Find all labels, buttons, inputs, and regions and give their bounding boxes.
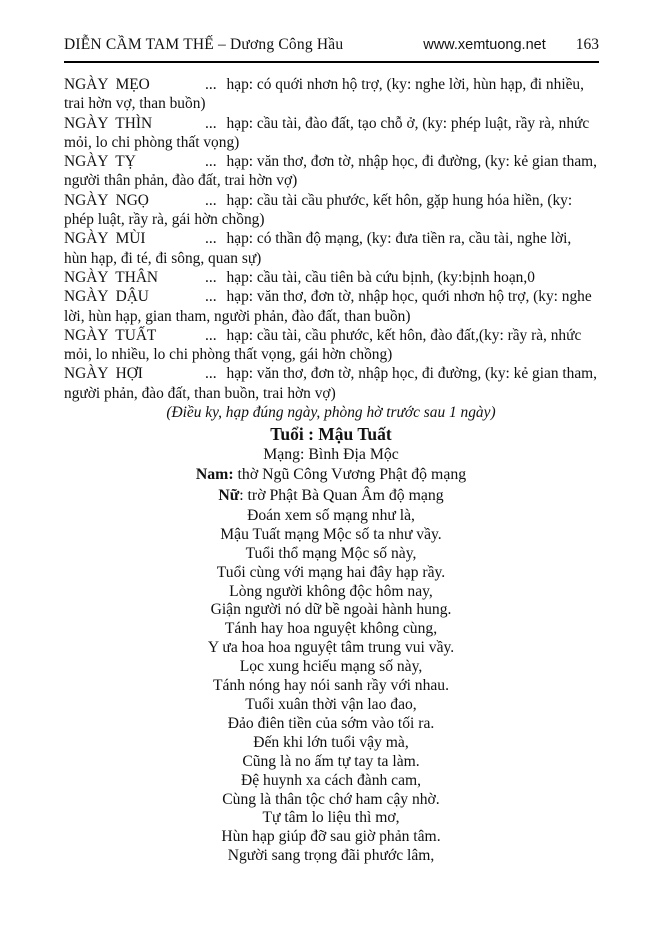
day-desc: hạp: cầu tài, đào đất, tạo chỗ ở, (ky: phép luật, rầy rà, nhức mỏi, lo chi phòng thất vọng) <box>64 114 590 151</box>
day-entry-ty <box>64 152 598 191</box>
ellipsis: ... <box>205 153 217 171</box>
caution-note: (Điều ky, hạp đúng ngày, phòng hờ trước sau 1 ngày) <box>166 404 496 422</box>
ellipsis: ... <box>205 268 217 286</box>
book-title: DIỄN CẦM TAM THẾ – Dương Công Hầu <box>64 36 344 53</box>
poem-line: Lọc xung hciếu mạng số này, <box>239 658 423 676</box>
poem-line: Tánh nóng hay nói sanh rầy với nhau. <box>212 677 450 695</box>
day-desc: hạp: có quới nhơn hộ trợ, (ky: nghe lời, hùn hạp, đi nhiều, trai hờn vợ, than buồn) <box>64 76 584 113</box>
poem-line: Đệ huynh xa cách đành cam, <box>240 771 422 789</box>
page-content <box>64 75 598 866</box>
nam-line <box>64 465 598 485</box>
day-desc: hạp: văn thơ, đơn tờ, nhập học, đi đường, (ky: kẻ gian tham, người thân phản, đào đất, trai hờn vợ) <box>64 153 597 190</box>
poem-line: Tự tâm lo liệu thì mơ, <box>262 809 400 827</box>
day-entry-meo <box>64 75 598 114</box>
day-name: NGÀY MẸO <box>64 76 150 93</box>
day-name: NGÀY THÌN <box>64 114 153 132</box>
poem-line: Cùng là thân tộc chớ ham cậy nhờ. <box>222 790 440 808</box>
ellipsis: ... <box>205 365 217 383</box>
nam-label: Nam: <box>195 466 234 484</box>
fortune-poem <box>64 507 598 866</box>
poem-line: Cũng là no ấm tự tay ta làm. <box>242 752 420 770</box>
poem-line: Đoán xem số mạng như là, <box>247 506 415 524</box>
day-desc: hạp: cầu tài, cầu phước, kết hôn, đào đất,(ky: rầy rà, nhức mỏi, lo nhiều, lo chi phòng thất vọng, gái hờn chồng) <box>64 326 582 364</box>
header-right <box>423 36 599 54</box>
day-entry-thin <box>64 114 598 153</box>
age-title: Tuổi : Mậu Tuất <box>270 424 392 445</box>
poem-line: Đến khi lớn tuổi vậy mà, <box>253 733 409 751</box>
day-entry-ngo <box>64 191 598 230</box>
poem-line: Tuổi thổ mạng Mộc số này, <box>245 544 417 562</box>
day-name: NGÀY TUẤT <box>64 326 157 344</box>
poem-line: Tuổi xuân thời vận lao đao, <box>245 696 417 713</box>
ellipsis: ... <box>205 114 217 132</box>
poem-line: Tánh hay hoa nguyệt không cùng, <box>224 620 438 638</box>
destiny-line: Mạng: Bình Địa Mộc <box>263 446 399 464</box>
day-name: NGÀY DẬU <box>64 288 149 306</box>
day-desc: hạp: cầu tài, cầu tiên bà cứu bịnh, (ky:bịnh hoạn,0 <box>226 268 535 286</box>
day-desc: hạp: văn thơ, đơn tờ, nhập học, đi đường, (ky: kẻ gian tham, người phản, đào đất, than buồn, trai hờn vợ) <box>64 365 597 402</box>
poem-line: Tuổi cùng với mạng hai đây hạp rầy. <box>216 563 446 581</box>
poem-line: Đảo điên tiền của sớm vào tối ra. <box>227 714 435 732</box>
day-entry-mui <box>64 229 598 268</box>
ellipsis: ... <box>205 76 217 93</box>
website-url: www.xemtuong.net <box>423 37 546 53</box>
ellipsis: ... <box>205 191 217 209</box>
day-desc: hạp: văn thơ, đơn tờ, nhập học, quới nhơn hộ trợ, (ky: nghe lời, hùn hạp, gian tham, người phản, đào đất, than buồn) <box>64 288 592 325</box>
poem-line: Mậu Tuất mạng Mộc số ta như vầy. <box>220 525 442 543</box>
ellipsis: ... <box>205 230 217 248</box>
poem-line: Giận người nó dữ bề ngoài hành hung. <box>210 601 452 619</box>
day-entry-hoi <box>64 364 598 403</box>
nam-text: thờ Ngũ Công Vương Phật độ mạng <box>233 466 467 484</box>
nu-line <box>64 486 598 506</box>
day-name: NGÀY THÂN <box>64 268 159 286</box>
ellipsis: ... <box>205 326 217 344</box>
day-name: NGÀY HỢI <box>64 365 143 383</box>
day-name: NGÀY TỴ <box>64 153 136 171</box>
poem-line: Lòng người không độc hôm nay, <box>229 582 433 600</box>
page-header <box>64 36 599 63</box>
ellipsis: ... <box>205 288 217 306</box>
day-entry-than <box>64 268 598 287</box>
day-entry-tuat <box>64 326 598 365</box>
day-name: NGÀY NGỌ <box>64 191 149 209</box>
day-desc: hạp: có thần độ mạng, (ky: đưa tiền ra, cầu tài, nghe lời, hùn hạp, đi té, đi sông, quan sự) <box>64 230 572 267</box>
day-entry-dau <box>64 287 598 326</box>
day-desc: hạp: cầu tài cầu phước, kết hôn, gặp hung hóa hiền, (ky: phép luật, rầy rà, gái hờn chồng) <box>64 191 573 229</box>
poem-line: Hùn hạp giúp đỡ sau giờ phản tâm. <box>221 828 441 846</box>
nu-text: : trờ Phật Bà Quan Âm độ mạng <box>239 486 444 504</box>
poem-line: Y ưa hoa hoa nguyệt tâm trung vui vầy. <box>207 639 455 657</box>
poem-line: Người sang trọng đãi phước lâm, <box>227 847 435 865</box>
page-number: 163 <box>575 36 599 53</box>
nu-label: Nữ <box>218 486 240 504</box>
day-name: NGÀY MÙI <box>64 230 146 248</box>
